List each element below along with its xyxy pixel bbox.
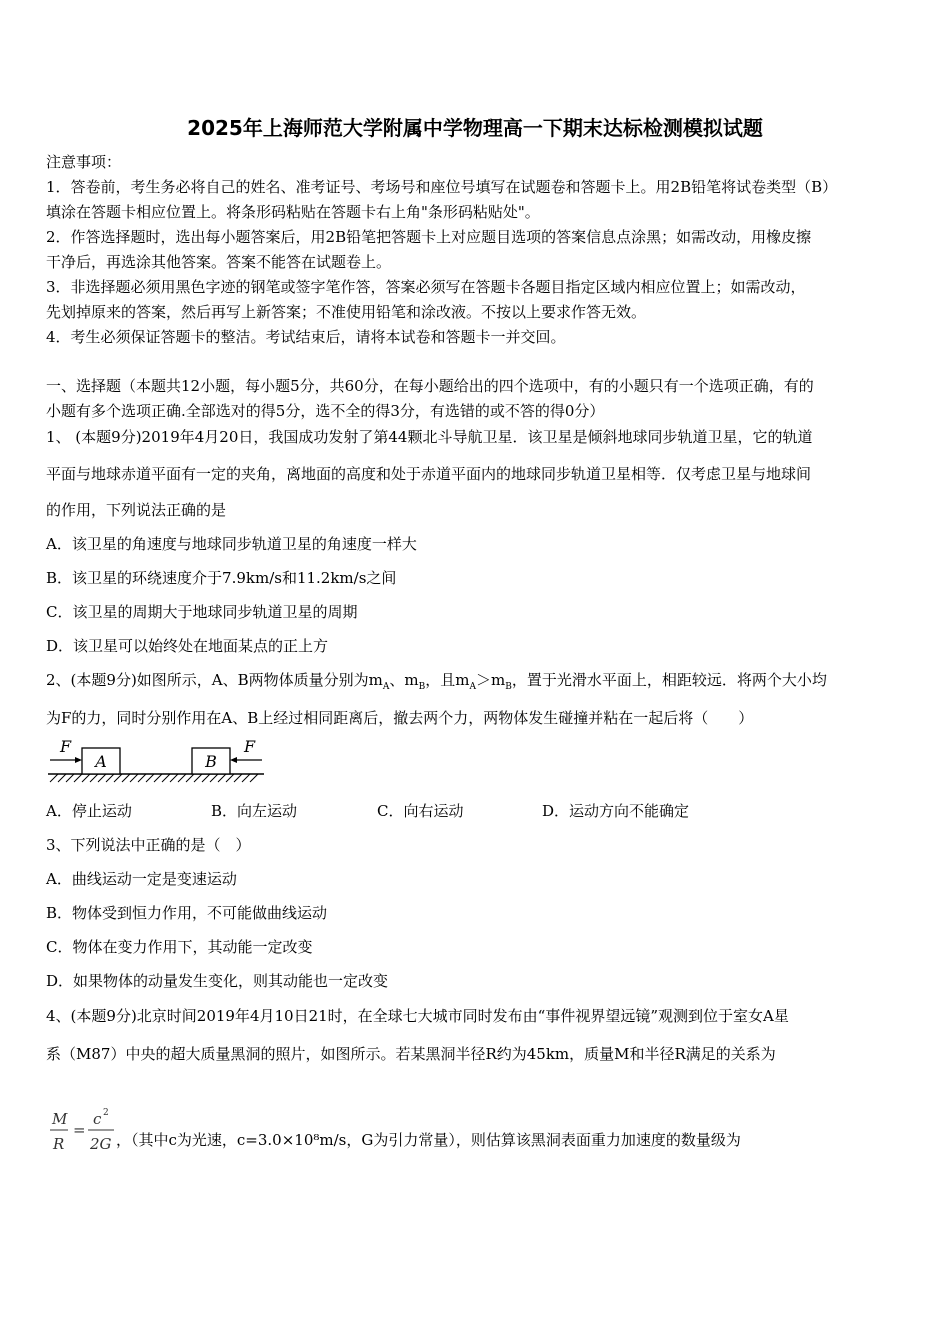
section-heading: 一、选择题（本题共12小题，每小题5分，共60分，在每小题给出的四个选项中，有的小题只有一个选项正确，有的 xyxy=(46,377,814,395)
question-3-option-d: D．如果物体的动量发生变化，则其动能也一定改变 xyxy=(46,972,389,990)
question-2-option-a: A．停止运动 xyxy=(46,802,132,820)
question-3-stem: 3、下列说法中正确的是（ ） xyxy=(46,836,251,854)
page-title: 2025年上海师范大学附属中学物理高一下期末达标检测模拟试题 xyxy=(187,116,763,140)
question-1-stem: 1、 (本题9分)2019年4月20日，我国成功发射了第44颗北斗导航卫星．该卫星是倾斜地球同步轨道卫星，它的轨道 xyxy=(46,428,813,446)
formula-m: M xyxy=(52,1110,68,1128)
stem-text: ，且m xyxy=(425,671,470,689)
question-3-option-a: A．曲线运动一定是变速运动 xyxy=(46,870,237,888)
question-2-stem xyxy=(46,670,827,697)
question-1-option-c: C．该卫星的周期大于地球同步轨道卫星的周期 xyxy=(46,603,358,621)
force-arrow-right-head xyxy=(230,757,237,763)
notice-line: 2．作答选择题时，选出每小题答案后，用2B铅笔把答题卡上对应题目选项的答案信息点涂黑；如需改动，用橡皮擦 xyxy=(46,228,812,246)
question-2-option-d: D．运动方向不能确定 xyxy=(542,802,690,820)
formula-equals: = xyxy=(73,1121,86,1139)
ground-hatching xyxy=(50,774,258,782)
question-1-stem-cont: 平面与地球赤道平面有一定的夹角，离地面的高度和处于赤道平面内的地球同步轨道卫星相等．仅考虑卫星与地球间 xyxy=(46,465,812,483)
question-3-option-c: C．物体在变力作用下，其动能一定改变 xyxy=(46,938,313,956)
notice-line: 填涂在答题卡相应位置上。将条形码粘贴在答题卡右上角"条形码粘贴处"。 xyxy=(46,203,540,221)
formula-exponent: 2 xyxy=(103,1108,109,1118)
stem-text: 2、(本题9分)如图所示，A、B两物体质量分别为m xyxy=(46,671,383,689)
question-4-stem-end: ，（其中c为光速，c=3.0×10⁸m/s，G为引力常量），则估算该黑洞表面重力加速度的数量级为 xyxy=(116,1131,741,1149)
force-label-right: F xyxy=(244,738,256,756)
notice-line: 3．非选择题必须用黑色字迹的钢笔或签字笔作答，答案必须写在答题卡各题目指定区域内相应位置上；如需改动， xyxy=(46,278,806,296)
question-1-stem-cont: 的作用，下列说法正确的是 xyxy=(46,501,227,519)
formula-r: R xyxy=(53,1135,65,1153)
question-1-option-b: B．该卫星的环绕速度介于7.9km/s和11.2km/s之间 xyxy=(46,569,397,587)
question-1-option-a: A．该卫星的角速度与地球同步轨道卫星的角速度一样大 xyxy=(46,535,417,553)
question-4-stem-cont: 系（M87）中央的超大质量黑洞的照片，如图所示。若某黑洞半径R约为45km，质量M和半径R满足的关系为 xyxy=(46,1045,776,1063)
stem-text: ＞m xyxy=(475,671,506,689)
question-3-option-b: B．物体受到恒力作用，不可能做曲线运动 xyxy=(46,904,328,922)
notice-heading: 注意事项： xyxy=(46,153,122,171)
subscript: A xyxy=(469,682,476,692)
formula-2g: 2G xyxy=(90,1135,112,1153)
force-arrow-left-head xyxy=(75,757,82,763)
two-blocks-figure xyxy=(46,738,266,784)
force-label-left: F xyxy=(60,738,72,756)
subscript: A xyxy=(382,682,390,692)
mass-radius-formula xyxy=(46,1104,116,1160)
block-a-label: A xyxy=(95,752,107,771)
section-heading-cont: 小题有多个选项正确.全部选对的得5分，选不全的得3分，有选错的或不答的得0分） xyxy=(46,402,605,420)
question-1-option-d: D．该卫星可以始终处在地面某点的正上方 xyxy=(46,637,329,655)
notice-line: 1．答卷前，考生务必将自己的姓名、准考证号、考场号和座位号填写在试题卷和答题卡上。用2B铅笔将试卷类型（B） xyxy=(46,178,838,196)
stem-text: 、m xyxy=(389,671,419,689)
subscript: B xyxy=(418,682,426,692)
question-2-option-c: C．向右运动 xyxy=(377,802,464,820)
notice-line: 先划掉原来的答案，然后再写上新答案；不准使用铅笔和涂改液。不按以上要求作答无效。 xyxy=(46,303,647,321)
question-2-stem-cont: 为F的力，同时分别作用在A、B上经过相同距离后，撤去两个力，两物体发生碰撞并粘在一起后将（ ） xyxy=(46,709,754,727)
stem-text: ，置于光滑水平面上，相距较远．将两个大小均 xyxy=(511,671,827,689)
block-b-label: B xyxy=(205,752,217,771)
subscript: B xyxy=(505,682,512,692)
question-4-stem: 4、(本题9分)北京时间2019年4月10日21时，在全球七大城市同时发布由“事件视界望远镜”观测到位于室女A星 xyxy=(46,1007,789,1025)
notice-line: 干净后，再选涂其他答案。答案不能答在试题卷上。 xyxy=(46,253,392,271)
formula-c: c xyxy=(93,1110,102,1128)
notice-line: 4．考生必须保证答题卡的整洁。考试结束后，请将本试卷和答题卡一并交回。 xyxy=(46,328,566,346)
question-2-option-b: B．向左运动 xyxy=(211,802,298,820)
